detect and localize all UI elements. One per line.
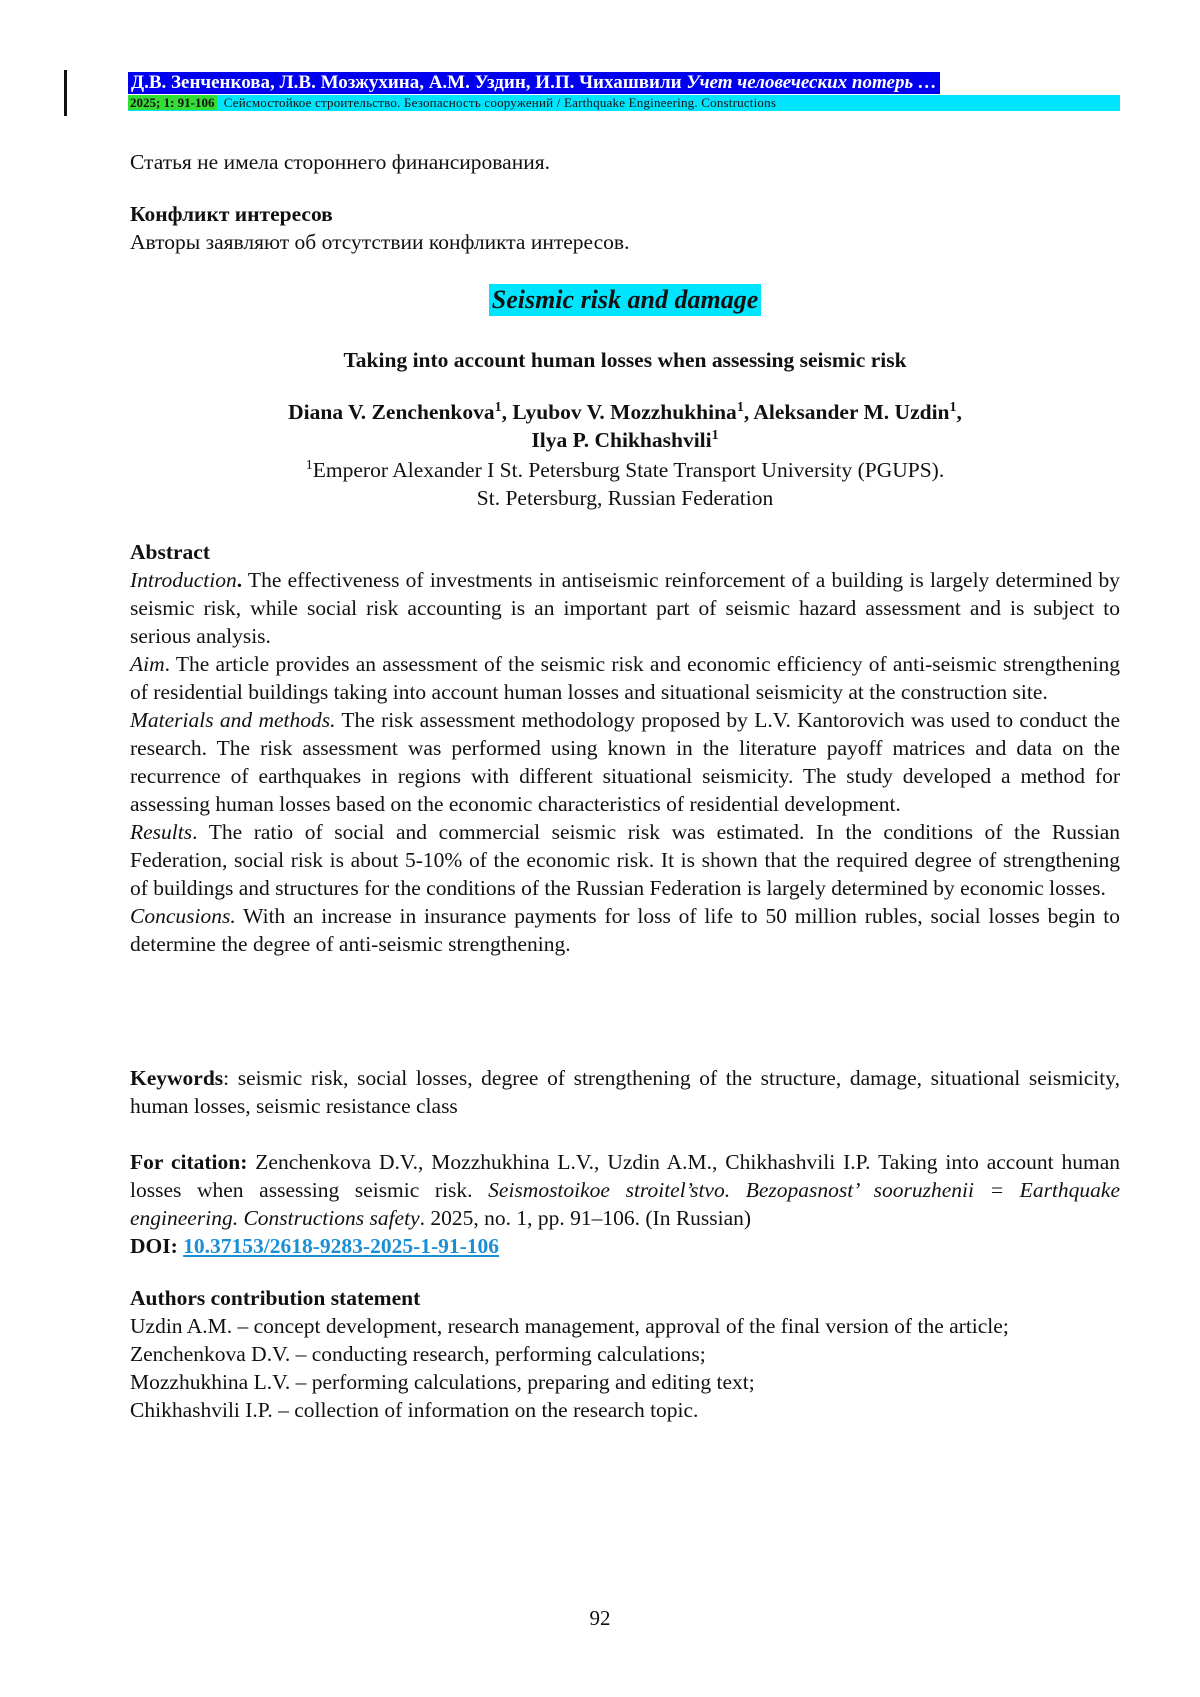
intro-dot: . [237, 568, 242, 592]
header-journal-line [128, 95, 1120, 111]
keywords-text: : seismic risk, social losses, degree of strengthening of the structure, damage, situational seismicity, human losses, seismic resistance class [130, 1066, 1120, 1118]
citation-journal: Seismostoikoe stroitel’stvo. Bezopasnost’ sooruzhenii = Earthquake engineering. Constructions safety [130, 1178, 1120, 1230]
author-aff: 1 [950, 400, 957, 415]
authors-line-2 [130, 426, 1120, 454]
affiliation-line-1 [130, 456, 1120, 484]
doi-link[interactable]: 10.37153/2618-9283-2025-1-91-106 [183, 1234, 499, 1258]
contribution-item: Chikhashvili I.P. – collection of information on the research topic. [130, 1396, 1120, 1424]
margin-change-bar [64, 70, 67, 116]
funding-text: Статья не имела стороннего финансирования. [130, 148, 1120, 176]
author-sep: , [744, 400, 754, 424]
conflict-text: Авторы заявляют об отсутствии конфликта интересов. [130, 228, 1120, 256]
abstract-conclusions [130, 902, 1120, 958]
article-title-text: Taking into account human losses when assessing seismic risk [130, 346, 1120, 374]
paper-page [0, 0, 1200, 1697]
doi-label: DOI: [130, 1234, 178, 1258]
author-name: Ilya P. Chikhashvili [531, 428, 711, 452]
contributions [130, 1284, 1120, 1424]
abstract-introduction [130, 566, 1120, 650]
section-label [130, 284, 1120, 316]
keywords-paragraph [130, 1064, 1120, 1120]
running-header [128, 72, 1120, 111]
affiliation-text: Emperor Alexander I St. Petersburg State Transport University (PGUPS). [313, 458, 944, 482]
citation-details: . 2025, no. 1, pp. 91–106. (In Russian) [420, 1206, 751, 1230]
methods-text: The risk assessment methodology proposed by L.V. Kantorovich was used to conduct the research. The risk assessment was performed using known in the literature payoff matrices and data on the recurrence of earthquakes in regions with different situational seismicity. The study developed a method for assessing human losses based on the economic characteristics of residential development. [130, 708, 1120, 816]
aim-text: . The article provides an assessment of the seismic risk and economic efficiency of anti-seismic strengthening of residential buildings taking into account human losses and situational seismicity at the construction site. [130, 652, 1120, 704]
author-sep: , [502, 400, 513, 424]
citation-paragraph [130, 1148, 1120, 1232]
conclusions-text: With an increase in insurance payments for loss of life to 50 million rubles, social losses begin to determine the degree of anti-seismic strengthening. [130, 904, 1120, 956]
header-journal: Сейсмостойкое строительство. Безопасность сооружений / Earthquake Engineering. Constructions [220, 95, 776, 110]
citation-text: Zenchenkova D.V., Mozzhukhina L.V., Uzdin A.M., Chikhashvili I.P. Taking into account human losses when assessing seismic risk. [130, 1150, 1120, 1202]
author-name: Aleksander M. Uzdin [753, 400, 949, 424]
abstract-aim [130, 650, 1120, 706]
methods-label: Materials and methods. [130, 708, 336, 732]
aim-label: Aim [130, 652, 165, 676]
conclusions-label: Concusions. [130, 904, 236, 928]
author-aff: 1 [737, 400, 744, 415]
header-title: Учет человеческих потерь … [686, 72, 937, 93]
keywords [130, 1064, 1120, 1120]
results-text: . The ratio of social and commercial seismic risk was estimated. In the conditions of the Russian Federation, social risk is about 5-10% of the economic risk. It is shown that the required degree of strengthening of buildings and structures for the conditions of the Russian Federation is largely determined by economic losses. [130, 820, 1120, 900]
author-aff: 1 [712, 428, 719, 443]
conflict-heading: Конфликт интересов [130, 200, 1120, 228]
author-aff: 1 [495, 400, 502, 415]
contribution-item: Zenchenkova D.V. – conducting research, performing calculations; [130, 1340, 1120, 1368]
article-title [130, 346, 1120, 374]
doi-line [130, 1232, 1120, 1260]
citation-label: For citation: [130, 1150, 247, 1174]
header-authors: Д.В. Зенченкова, Л.В. Мозжухина, А.М. Уздин, И.П. Чихашвили [131, 72, 682, 93]
affiliation [130, 456, 1120, 512]
abstract [130, 538, 1120, 958]
contributions-heading: Authors contribution statement [130, 1284, 1120, 1312]
abstract-heading: Abstract [130, 538, 1120, 566]
abstract-results [130, 818, 1120, 902]
author-sep: , [957, 400, 962, 424]
citation [130, 1148, 1120, 1260]
authors-line-1 [130, 398, 1120, 426]
affiliation-num: 1 [306, 458, 313, 473]
header-authors-title [128, 72, 940, 94]
page-number: 92 [0, 1606, 1200, 1631]
section-title: Seismic risk and damage [489, 284, 762, 316]
author-name: Lyubov V. Mozzhukhina [512, 400, 736, 424]
author-name: Diana V. Zenchenkova [288, 400, 495, 424]
abstract-methods [130, 706, 1120, 818]
keywords-label: Keywords [130, 1066, 223, 1090]
author-list [130, 398, 1120, 454]
funding-statement [130, 148, 1120, 176]
conflict-of-interest [130, 200, 1120, 256]
intro-text: The effectiveness of investments in antiseismic reinforcement of a building is largely determined by seismic risk, while social risk accounting is an important part of seismic hazard assessment and is subject to serious analysis. [130, 568, 1120, 648]
affiliation-line-2: St. Petersburg, Russian Federation [130, 484, 1120, 512]
contribution-item: Mozzhukhina L.V. – performing calculations, preparing and editing text; [130, 1368, 1120, 1396]
contribution-item: Uzdin A.M. – concept development, research management, approval of the final version of the article; [130, 1312, 1120, 1340]
intro-label: Introduction [130, 568, 237, 592]
results-label: Results [130, 820, 192, 844]
header-issue: 2025; 1: 91-106 [128, 95, 217, 110]
